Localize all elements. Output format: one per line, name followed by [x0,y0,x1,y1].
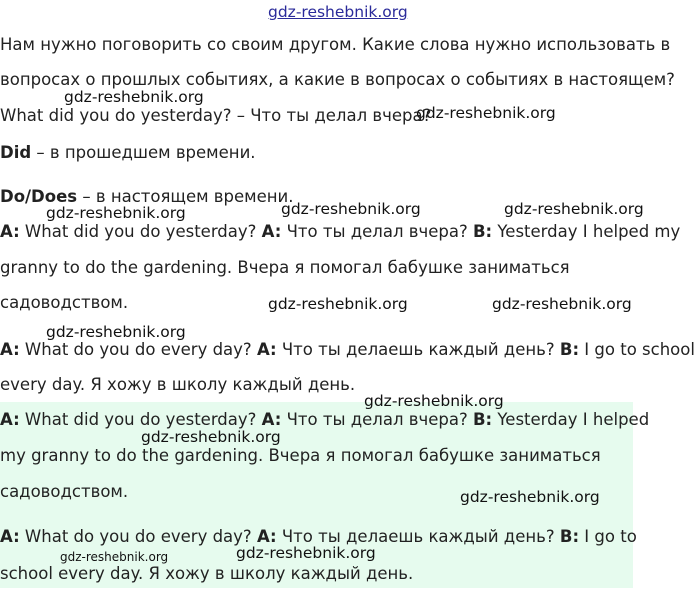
question-en: What do you do every day? [19,340,257,359]
speaker-a: A: [256,527,277,546]
answer-text: I go to school [579,340,695,359]
speaker-b: B: [472,222,493,241]
speaker-b: B: [472,410,493,429]
dialog1-line-1 [0,222,680,242]
speaker-b: B: [559,527,580,546]
question-ru: Что ты делаешь каждый день? [276,527,560,546]
answer1-line-3: садоводством. [0,482,129,501]
watermark: gdz-reshebnik.org [46,323,186,341]
answer2-line-1 [0,527,637,547]
answer-text: Yesterday I helped [492,410,650,429]
speaker-a: A: [261,222,282,241]
answer2-line-2: school every day. Я хожу в школу каждый день. [0,564,414,583]
dialog1-line-2: granny to do the gardening. Вчера я помогал бабушке заниматься [0,258,570,277]
watermark: gdz-reshebnik.org [236,544,376,562]
speaker-a: A: [0,527,20,546]
dialog1-line-3: садоводством. [0,293,129,312]
do-does-keyword: Do/Does [0,187,78,206]
watermark: gdz-reshebnik.org [504,200,644,218]
watermark: gdz-reshebnik.org [64,88,204,106]
watermark-small: gdz-reshebnik.org [60,550,169,564]
answer-text: I go to [579,527,637,546]
watermark: gdz-reshebnik.org [281,200,421,218]
rule-did [0,143,256,163]
did-keyword: Did [0,143,32,162]
question-ru: Что ты делаешь каждый день? [276,340,560,359]
speaker-a: A: [0,410,20,429]
rule-do-does [0,187,294,207]
question-ru: Что ты делал вчера? [281,222,473,241]
speaker-a: A: [0,340,20,359]
watermark: gdz-reshebnik.org [416,104,556,122]
answer1-line-1 [0,410,649,430]
speaker-b: B: [559,340,580,359]
question-en: What do you do every day? [19,527,257,546]
question-en: What did you do yesterday? [19,222,262,241]
question-en: What did you do yesterday? [19,410,262,429]
intro-example: What did you do yesterday? – Что ты делал вчера? [0,106,432,125]
watermark-top: gdz-reshebnik.org [268,3,408,21]
intro-line-1: Нам нужно поговорить со своим другом. Какие слова нужно использовать в [0,35,671,54]
watermark: gdz-reshebnik.org [268,295,408,313]
watermark: gdz-reshebnik.org [460,488,600,506]
speaker-a: A: [0,222,20,241]
speaker-a: A: [261,410,282,429]
answer-text: Yesterday I helped my [492,222,681,241]
watermark: gdz-reshebnik.org [46,204,186,222]
dialog2-line-2: every day. Я хожу в школу каждый день. [0,375,356,394]
speaker-a: A: [256,340,277,359]
dialog2-line-1 [0,340,695,360]
did-explanation: – в прошедшем времени. [31,143,256,162]
watermark: gdz-reshebnik.org [492,295,632,313]
answer1-line-2: my granny to do the gardening. Вчера я помогал бабушке заниматься [0,446,601,465]
intro-line-2: вопросах о прошлых событиях, а какие в вопросах о событиях в настоящем? [0,70,675,89]
watermark: gdz-reshebnik.org [141,428,281,446]
watermark: gdz-reshebnik.org [364,392,504,410]
question-ru: Что ты делал вчера? [281,410,473,429]
do-does-explanation: – в настоящем времени. [77,187,294,206]
